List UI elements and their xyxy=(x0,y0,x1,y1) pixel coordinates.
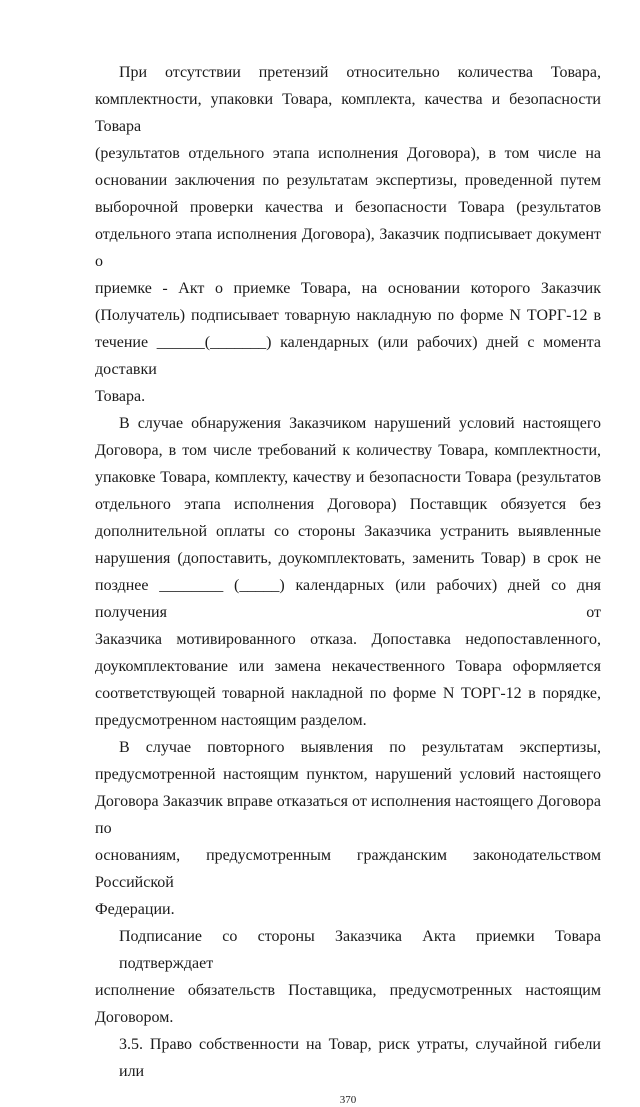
text-line: предусмотренном настоящим разделом. xyxy=(95,712,367,729)
text-line: 3.5. Право собственности на Товар, риск утраты, случайной гибели или xyxy=(119,1036,601,1080)
text-line: течение ______(_______) календарных (или рабочих) дней с момента доставки xyxy=(95,334,601,378)
paragraph xyxy=(95,410,601,734)
text-line: Договора, в том числе требований к количеству Товара, комплектности, xyxy=(95,442,601,459)
text-line: Федерации. xyxy=(95,901,175,918)
document-body xyxy=(95,59,601,1085)
text-line: отдельного этапа исполнения Договора), Заказчик подписывает документ о xyxy=(95,226,601,270)
text-line: позднее ________ (_____) календарных (или рабочих) дней со дня получения от xyxy=(95,577,601,621)
text-line: Товара. xyxy=(95,388,146,405)
text-line: Договора Заказчик вправе отказаться от исполнения настоящего Договора по xyxy=(95,793,601,837)
page-wrapper xyxy=(95,59,601,1107)
text-line: упаковке Товара, комплекту, качеству и безопасности Товара (результатов xyxy=(95,469,601,486)
text-line: основаниям, предусмотренным гражданским законодательством Российской xyxy=(95,847,601,891)
paragraph xyxy=(95,59,601,410)
page-number: 370 xyxy=(339,1094,357,1106)
text-line: дополнительной оплаты со стороны Заказчика устранить выявленные xyxy=(95,523,601,540)
text-line: Договором. xyxy=(95,1009,174,1026)
text-line: В случае обнаружения Заказчиком нарушений условий настоящего xyxy=(119,415,601,432)
text-line: (результатов отдельного этапа исполнения Договора), в том числе на xyxy=(95,145,601,162)
text-line: комплектности, упаковки Товара, комплекта, качества и безопасности Товара xyxy=(95,91,601,135)
text-line: соответствующей товарной накладной по форме N ТОРГ-12 в порядке, xyxy=(95,685,601,702)
paragraph xyxy=(95,734,601,923)
text-line: отдельного этапа исполнения Договора) Поставщик обязуется без xyxy=(95,496,601,513)
text-line: выборочной проверки качества и безопасности Товара (результатов xyxy=(95,199,601,216)
paragraph xyxy=(95,1031,601,1085)
text-line: основании заключения по результатам экспертизы, проведенной путем xyxy=(95,172,601,189)
text-line: Подписание со стороны Заказчика Акта приемки Товара подтверждает xyxy=(119,928,601,972)
text-line: исполнение обязательств Поставщика, предусмотренных настоящим xyxy=(95,982,601,999)
text-line: предусмотренной настоящим пунктом, нарушений условий настоящего xyxy=(95,766,601,783)
text-line: доукомплектование или замена некачественного Товара оформляется xyxy=(95,658,601,675)
text-line: При отсутствии претензий относительно количества Товара, xyxy=(119,64,601,81)
text-line: (Получатель) подписывает товарную накладную по форме N ТОРГ-12 в xyxy=(95,307,601,324)
text-line: В случае повторного выявления по результатам экспертизы, xyxy=(119,739,601,756)
paragraph xyxy=(95,923,601,1031)
text-line: Заказчика мотивированного отказа. Допоставка недопоставленного, xyxy=(95,631,601,648)
text-line: нарушения (допоставить, доукомплектовать, заменить Товар) в срок не xyxy=(95,550,601,567)
text-line: приемке - Акт о приемке Товара, на основании которого Заказчик xyxy=(95,280,601,297)
